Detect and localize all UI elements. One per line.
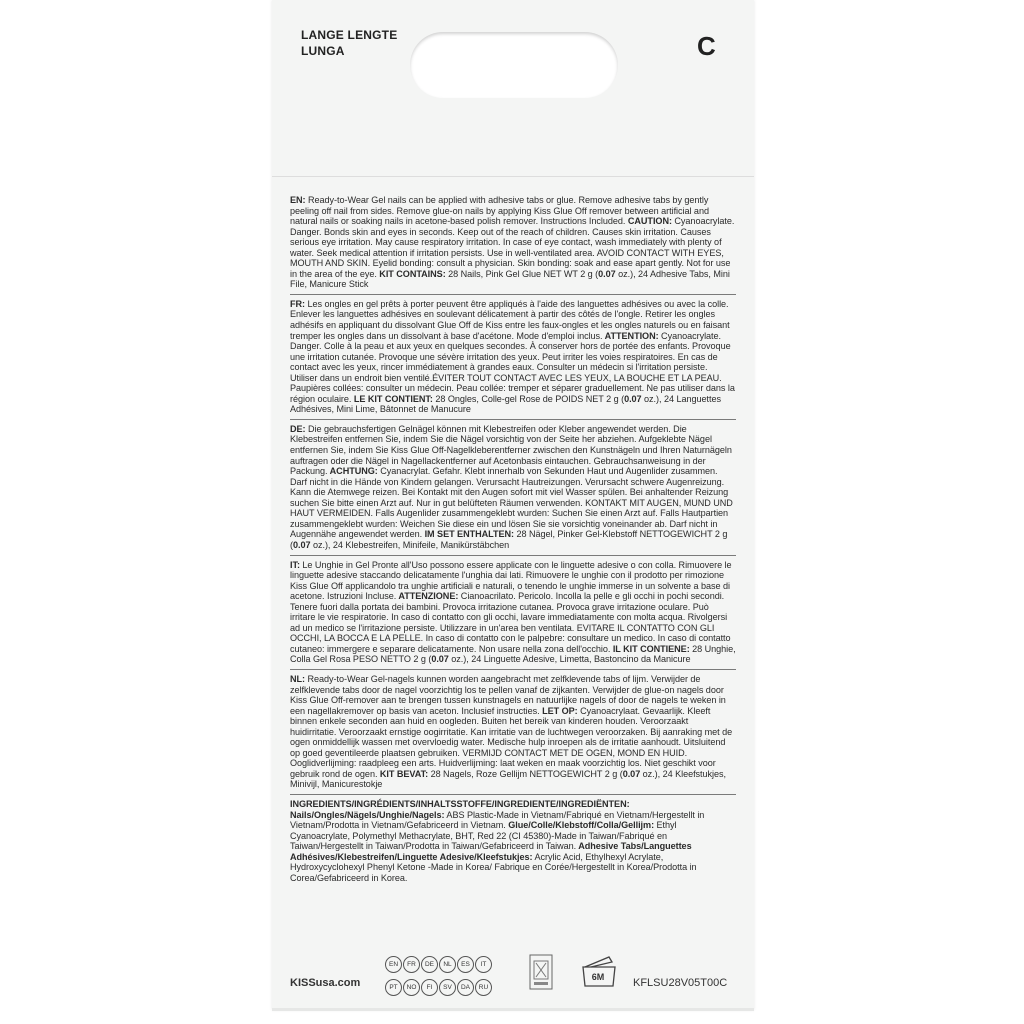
language-circle: ES [457, 956, 474, 973]
nails-ingredients: ABS Plastic-Made in Vietnam/Fabriqué en Vietnam/Hergestellt in Vietnam/Prodotta in Vietnam/Gefabriceerd in Vietnam. [290, 809, 705, 831]
instructions: Les ongles en gel prêts à porter peuvent être appliqués à l'aide des languettes adhésives ou avec la colle. Enlever les languettes adhésives en soulevant délicatement à partir des côtés de l'ongle. Retirer les ongles adhésifs en appliquant du dissolvant Glue Off de Kiss entre les faux-ongles et les ongles naturels ou en faisant tremper les ongles dans un dissolvant à base d'acétone. Mode d'emploi inclus. [290, 298, 730, 341]
section-de [290, 424, 736, 556]
kit-contents-tail: oz.), 24 Linguette Adesive, Limetta, Bastoncino da Manicure [448, 654, 691, 665]
box-bottom-edge [272, 1008, 754, 1011]
net-weight-oz: 0.07 [622, 768, 641, 779]
language-code: FR: [290, 298, 306, 309]
net-weight-oz: 0.07 [292, 539, 311, 550]
caution-label: ACHTUNG: [327, 466, 378, 477]
caution-label: ATTENZIONE: [396, 591, 459, 602]
kit-contents-tail: oz.), 24 Adhesive Tabs, Mini File, Manicure Stick [290, 268, 730, 290]
instructions-text [290, 195, 736, 891]
language-codes-row2 [385, 976, 525, 999]
kit-contents: 28 Nägel, Pinker Gel-Klebstoff NETTOGEWICHT 2 g ( [290, 529, 728, 550]
language-code: DE: [290, 423, 306, 434]
length-label-it: LUNGA [301, 44, 345, 58]
ingredients-section [290, 799, 736, 887]
caution-label: LET OP: [539, 705, 578, 716]
language-code: IT: [290, 559, 300, 570]
language-circle: FR [403, 956, 420, 973]
ingredients-heading: INGREDIENTS/INGRÉDIENTS/INHALTSSTOFFE/INGREDIENTE/INGREDIËNTEN: [290, 798, 630, 809]
language-code: NL: [290, 673, 306, 684]
net-weight-oz: 0.07 [598, 268, 616, 279]
recycle-bin-icon [527, 952, 555, 992]
section-paragraph [290, 674, 736, 790]
kit-contents-tail: oz.), 24 Kleefstukjes, Minivijl, Manicurestokje [290, 768, 726, 790]
glue-ingredients: Ethyl Cyanoacrylate, Polymethyl Methacrylate, BHT, Red 22 (CI 45380)-Made in Taiwan/Fabriqué en Taiwan/Hergestellt in Taiwan/Prodotta in Taiwan/Gefabriceerd in Taiwan. [290, 820, 677, 852]
section-fr [290, 299, 736, 420]
size-letter: C [697, 31, 716, 61]
pao-months-label: 6M [591, 972, 605, 982]
caution-text: Cyanoacrylate. Danger. Colle à la peau et aux yeux en quelques secondes. À conserver hors de portée des enfants. Provoque une irritation cutanée. Provoque une sévère irritation des yeux. Peut irriter les voies respiratoires. En cas de contact avec les yeux, rincer immédiatement à grandes eaux. Consulter un médecin si l'irritation persiste. Utiliser dans un endroit bien ventilé.ÉVITER TOUT CONTACT AVEC LES YEUX, LA BOUCHE ET LA PEAU. Paupières collées: consulter un médecin. Peau collée: tremper et séparer graduellement. Ne pas utiliser dans la région oculaire. [290, 330, 735, 404]
section-nl [290, 674, 736, 795]
caution-text: Cyanoacrylate. Danger. Bonds skin and eyes in seconds. Keep out of the reach of children. Causes skin irritation. Causes serious eye irritation. May cause respiratory irritation. In case of eye contact, wash immediately with plenty of water. Seek medical attention if irritation persists. Use in well-ventilated area. AVOID CONTACT WITH EYES, MOUTH AND SKIN. Eyelid bonding: consult a physician. Skin bonding: soak and ease apart gently. Not for use in the area of the eye. [290, 216, 735, 279]
sku-code: KFLSU28V05T00C [633, 977, 728, 989]
kit-contents-tail: oz.), 24 Languettes Adhésives, Mini Lime, Bâtonnet de Manucure [290, 393, 721, 415]
product-box-back [272, 0, 754, 1010]
caution-label: CAUTION: [625, 216, 672, 227]
kit-contents: 28 Nagels, Roze Gellijm NETTOGEWICHT 2 g ( [428, 768, 623, 779]
net-weight-oz: 0.07 [431, 654, 449, 665]
kit-contents-tail: oz.), 24 Klebestreifen, Minifeile, Manikürstäbchen [310, 539, 510, 550]
kit-label: LE KIT CONTIENT: [351, 393, 433, 404]
website-url: KISSusa.com [290, 977, 361, 989]
tabs-label: Adhesive Tabs/Languettes Adhésives/Klebestreifen/Linguette Adesive/Kleefstukjes: [290, 841, 692, 862]
caution-label: ATTENTION: [602, 330, 659, 341]
net-weight-oz: 0.07 [624, 393, 642, 404]
language-circle: IT [475, 956, 492, 973]
hanger-flap [272, 0, 754, 177]
kit-contents: 28 Unghie, Colla Gel Rosa PESO NETTO 2 g ( [290, 643, 736, 665]
language-circle: SV [439, 979, 456, 996]
kit-label: IM SET ENTHALTEN: [422, 529, 514, 540]
language-circle: NL [439, 956, 456, 973]
ingredients-paragraph [290, 810, 736, 884]
section-en [290, 195, 736, 295]
language-circle: EN [385, 956, 402, 973]
section-it [290, 560, 736, 670]
language-code: EN: [290, 195, 306, 205]
language-circle: FI [421, 979, 438, 996]
section-paragraph [290, 560, 736, 665]
length-label-nl: LANGE LENGTE [301, 28, 398, 42]
hang-hole [410, 32, 618, 98]
caution-text: Cyanacrylat. Gefahr. Klebt innerhalb von Sekunden Haut und Augenlider zusammen. Darf nicht in die Hände von Kindern gelangen. Verursacht Hautreizungen. Verursacht schwere Augenreizung. Kann die Atemwege reizen. Bei Kontakt mit den Augen sofort mit viel Wasser spülen. Bei anhaltender Reizung suchen Sie bitte einen Arzt auf. Nur in gut belüfteten Räumen verwenden. KONTAKT MIT AUGEN, MUND UND HAUT VERMEIDEN. Falls Augenlider zusammengeklebt wurden: Suchen Sie einen Arzt auf. Falls Hautpartien zusammengeklebt wurden: Weichen Sie diese ein und lösen Sie sie vorsichtig voneinander ab. Darf nicht in Augennähe angewendet werden. [290, 466, 733, 540]
kit-label: IL KIT CONTIENE: [610, 643, 690, 654]
section-paragraph [290, 299, 736, 415]
language-circle: RU [475, 979, 492, 996]
glue-label: Glue/Colle/Klebstoff/Colla/Gellijm: [505, 820, 655, 831]
language-circle: NO [403, 979, 420, 996]
caution-text: Cyanoacrylaat. Gevaarlijk. Kleeft binnen enkele seconden aan huid en oogleden. Buiten het bereik van kinderen houden. Veroorzaakt huidirritatie. Veroorzaakt ernstige oogirritatie. Kan irritatie van de luchtwegen veroorzaken. Bij aanraking met de ogen onmiddellijk wassen met overvloedig water. Medische hulp inroepen als de irritatie aanhoudt. Uitsluitend op goed geventileerde plaatsen gebruiken. VERMIJD CONTACT MET DE OGEN, MOND EN HUID. Ooglidverlijming: raadpleeg een arts. Huidverlijming: laat weken en maak voorzichtig los. Niet geschikt voor gebruik rond de ogen. [290, 705, 733, 779]
kit-label: KIT BEVAT: [377, 768, 429, 779]
instructions: Ready-to-Wear Gel nails can be applied with adhesive tabs or glue. Remove adhesive tabs by gently peeling off nail from sides. Remove glue-on nails by applying Kiss Glue Off remover between artificial and natural nails or soaking nails in acetone-based polish remover. Instructions Included. [290, 195, 709, 227]
language-circle: DE [421, 956, 438, 973]
kit-contents: 28 Ongles, Colle-gel Rose de POIDS NET 2 g ( [432, 393, 625, 404]
tabs-ingredients: Acrylic Acid, Ethylhexyl Acrylate, Hydroxycyclohexyl Phenyl Ketone -Made in Korea/ Fabrique en Corée/Hergestellt in Korea/Prodotta in Corea/Gefabriceerd in Korea. [290, 851, 697, 883]
section-paragraph [290, 195, 736, 290]
kit-label: KIT CONTAINS: [376, 268, 446, 279]
instructions: Die gebrauchsfertigen Gelnägel können mit Klebestreifen oder Kleber angewendet werden. Die Klebestreifen entfernen Sie, indem Sie die Nägel vorsichtig von der Seite her abziehen. Aufgeklebte Nägel entfernen Sie, indem Sie Kiss Glue Off-Nagelkleberentferner zwischen den Kunstnägeln und Ihren Naturnägeln auftragen oder die Nägel in Nagellackentferner auf Acetonbasis eintauchen. Gebrauchsanweisung in der Packung. [290, 423, 732, 477]
caution-text: Cianoacrilato. Pericolo. Incolla la pelle e gli occhi in pochi secondi. Tenere fuori dalla portata dei bambini. Provoca irritazione cutanea. Provoca grave irritazione oculare. Può irritare le vie respiratorie. In caso di contatto con gli occhi, lavare immediatamente con molta acqua. Rivolgersi ad un medico se l'irritazione persiste. Utilizzare in un'area ben ventilata. EVITARE IL CONTATTO CON GLI OCCHI, LA BOCCA E LA PELLE. In caso di contatto con le palpebre: consultare un medico. In caso di contatto cutaneo: immergere e separare delicatamente. Non usare nella zona dell'occhio. [290, 591, 731, 654]
language-circle: DA [457, 979, 474, 996]
language-codes [385, 953, 525, 999]
instructions: Le Unghie in Gel Pronte all'Uso possono essere applicate con le linguette adesive o con colla. Rimuovere le linguette adesive staccando delicatamente l'unghia dai lati. Rimuovere le unghie con il prodotto per rimozione Kiss Glue Off applicandolo tra unghie artificiali e naturali, o tenendo le unghie immerse in un solvente a base di acetone. Istruzioni Incluse. [290, 559, 732, 602]
section-paragraph [290, 424, 736, 551]
instructions: Ready-to-Wear Gel-nagels kunnen worden aangebracht met zelfklevende tabs of lijm. Verwijder de zelfklevende tabs door de nagel voorzichtig los te pellen vanaf de zijkanten. Verwijder de glue-on nagels door Kiss Glue Off-remover aan te brengen tussen kunstnagels en natuurlijke nagels of door de nagels te weken in een nagellakremover op basis van aceton. Inclusief instructies. [290, 673, 726, 716]
language-circle: PT [385, 979, 402, 996]
language-codes-row1 [385, 953, 525, 976]
nails-label: Nails/Ongles/Nägels/Unghie/Nagels: [290, 809, 445, 820]
kit-contents: 28 Nails, Pink Gel Glue NET WT 2 g ( [445, 268, 599, 279]
